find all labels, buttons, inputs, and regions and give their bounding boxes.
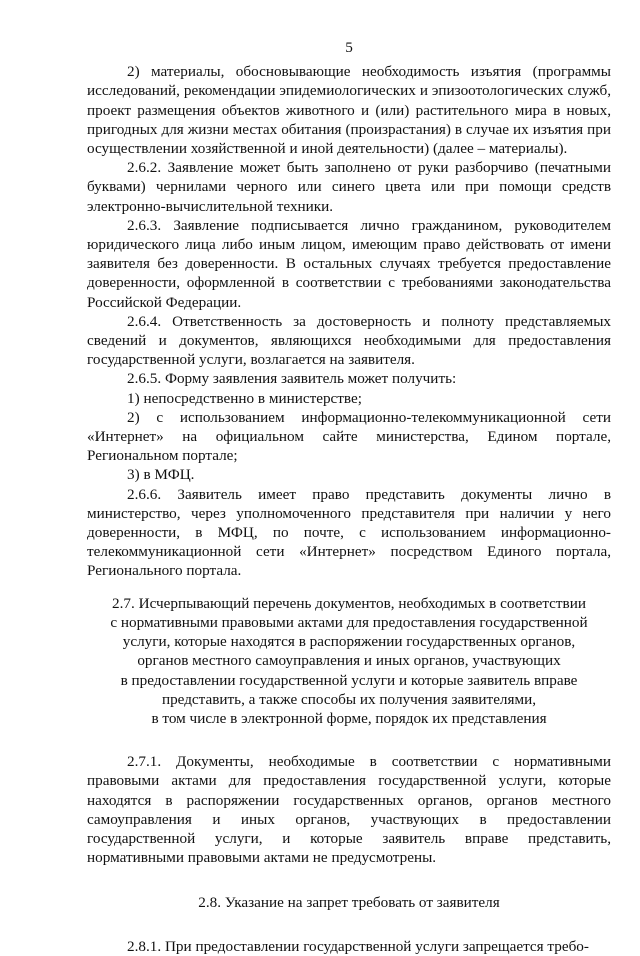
paragraph-2-6-4: 2.6.4. Ответственность за достоверность и полноту представляемых сведений и документов, являющихся необходимыми для предоставления государственной услуги, возлагается на заявителя. bbox=[87, 312, 611, 369]
document-page bbox=[87, 38, 611, 956]
heading-line: с нормативными правовыми актами для предоставления государственной bbox=[110, 613, 588, 631]
paragraph-2-6-3: 2.6.3. Заявление подписывается лично гражданином, руководителем юридического лица либо иным лицом, имеющим право действовать от имени заявителя без доверенности. В остальных случаях требуется предоставление доверенности, оформленной в соответствии с требованиями законодательства Российской Федерации. bbox=[87, 216, 611, 311]
list-item-mfc: 3) в МФЦ. bbox=[127, 466, 195, 484]
paragraph-2-6-6: 2.6.6. Заявитель имеет право представить документы лично в министерство, через уполномоченного представителя при наличии у него доверенности, в МФЦ, по почте, с использованием информационно-телекоммуникационной сети «Интернет» посредством Единого портала, Регионального портала. bbox=[87, 485, 611, 580]
paragraph-2-6-5: 2.6.5. Форму заявления заявитель может получить: bbox=[127, 370, 457, 388]
list-item-internet: 2) с использованием информационно-телекоммуникационной сети «Интернет» на официальном сайте министерства, Едином портале, Региональном портале; bbox=[87, 408, 611, 465]
heading-line: представить, а также способы их получения заявителями, bbox=[161, 690, 537, 708]
heading-line: в предоставлении государственной услуги и которые заявитель вправе bbox=[120, 671, 578, 689]
heading-line: услуги, которые находятся в распоряжении государственных органов, bbox=[122, 633, 576, 651]
paragraph-2-6-2: 2.6.2. Заявление может быть заполнено от руки разборчиво (печатными буквами) чернилами черного или синего цвета или при помощи средств электронно-вычислительной техники. bbox=[87, 159, 611, 215]
paragraph-2-8-1: 2.8.1. При предоставлении государственной услуги запрещается требо- bbox=[127, 937, 589, 955]
paragraph-materials: 2) материалы, обосновывающие необходимость изъятия (программы исследований, рекомендации эпидемиологических и эпизоотологических служб, проект размещения объектов животного и (или) растительного мира в новых, пригодных для жизни местах обитания (произрастания) в случае их изъятия при осуществлении хозяйственной и иной деятельности) (далее – материалы). bbox=[87, 63, 611, 158]
section-2-8-heading: 2.8. Указание на запрет требовать от заявителя bbox=[198, 894, 500, 912]
heading-line: органов местного самоуправления и иных органов, участвующих bbox=[137, 652, 561, 670]
heading-line: 2.7. Исчерпывающий перечень документов, необходимых в соответствии bbox=[112, 594, 586, 612]
section-2-7-heading bbox=[87, 594, 611, 728]
paragraph-2-7-1: 2.7.1. Документы, необходимые в соответствии с нормативными правовыми актами для предоставления государственной услуги, которые находятся в распоряжении государственных органов, органов местного самоуправления и иных органов, участвующих в предоставлении государственной услуги, и которые заявитель вправе представить, нормативными правовыми актами не предусмотрены. bbox=[87, 753, 611, 867]
page-number: 5 bbox=[345, 39, 353, 56]
list-item-ministry: 1) непосредственно в министерстве; bbox=[127, 389, 362, 407]
heading-line: в том числе в электронной форме, порядок их представления bbox=[151, 709, 547, 727]
